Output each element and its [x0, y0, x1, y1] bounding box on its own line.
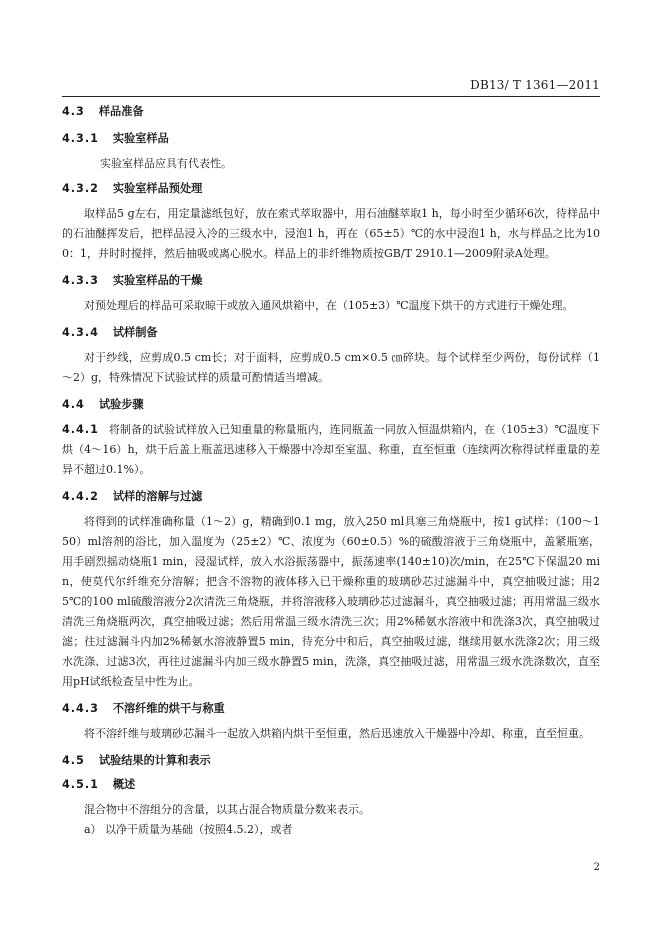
heading-4-3-4: [62, 324, 600, 342]
section-number: 4.5: [62, 754, 85, 767]
heading-4-3-1: [62, 130, 600, 148]
section-title: 试样的溶解与过滤: [112, 490, 203, 503]
heading-4-4-2: [62, 488, 600, 506]
heading-4-3-2: [62, 180, 600, 198]
paragraph-4-5-1: 混合物中不溶组分的含量，以其占混合物质量分数来表示。: [84, 803, 370, 816]
section-number: 4.3.1: [62, 132, 99, 145]
section-number: 4.3.4: [62, 326, 99, 339]
paragraph-4-4-1: [62, 420, 600, 480]
section-number: 4.4: [62, 398, 85, 411]
paragraph-4-3-3: 对预处理后的样品可采取晾干或放入通风烘箱中，在（105±3）℃温度下烘干的方式进行干燥处理。: [84, 299, 574, 312]
section-title: 实验室样品: [112, 132, 169, 145]
section-title: 概述: [112, 778, 136, 791]
section-title: 试样制备: [112, 326, 158, 339]
document-id-header: DB13/ T 1361—2011: [470, 78, 600, 92]
page-number: 2: [593, 862, 600, 873]
section-number: 4.4.3: [62, 702, 99, 715]
section-title: 实验室样品预处理: [112, 182, 203, 195]
section-title: 试验步骤: [98, 398, 144, 411]
section-title: 试验结果的计算和表示: [98, 754, 211, 767]
paragraph-4-4-2: 将得到的试样准确称量（1～2）g，精确到0.1 mg，放入250 ml具塞三角烧瓶中，按1 g试样：（100～150）ml溶剂的浴比，加入温度为（25±2）℃、浓度为（60±0.5）%的硫酸溶液于三角烧瓶中，盖紧瓶塞，用手剧烈摇动烧瓶1 min，浸湿试样，放入水浴振荡器中，振荡速率(140±10)次/min，在25℃下保温20 min，使莫代尔纤维充分溶解；把含不溶物的液体移入已干燥称重的玻璃砂芯过滤漏斗中，真空抽吸过滤；用25℃的100 ml硫酸溶液分2次清洗三角烧瓶，并将溶液移入玻璃砂芯过滤漏斗，真空抽吸过滤；再用常温三级水清洗三角烧瓶两次，真空抽吸过滤；然后用常温三级水清洗三次；用2%稀氨水溶液中和洗涤3次，真空抽吸过滤；往过滤漏斗内加2%稀氨水溶液静置5 min，待充分中和后，真空抽吸过滤，继续用氨水洗涤2次；用三级水洗涤、过滤3次，再往过滤漏斗内加三级水静置5 min，洗涤，真空抽吸过滤，用常温三级水洗涤数次，直至用pH试纸检查呈中性为止。: [62, 515, 600, 688]
section-number: 4.4.1: [62, 423, 99, 436]
section-number: 4.5.1: [62, 778, 99, 791]
paragraph-text: 将制备的试验试样放入已知重量的称量瓶内，连同瓶盖一同放入恒温烘箱内，在（105±3）℃温度下烘（4～16）h，烘干后盖上瓶盖迅速移入干燥器中冷却至室温、称重，直至恒重（连续两次称得试样重量的差异不超过0.1%）。: [62, 423, 600, 476]
section-number: 4.3: [62, 105, 85, 118]
section-title: 不溶纤维的烘干与称重: [112, 702, 225, 715]
heading-4-4-3: [62, 700, 600, 718]
section-title: 样品准备: [98, 105, 144, 118]
section-number: 4.3.2: [62, 182, 99, 195]
section-number: 4.3.3: [62, 274, 99, 287]
section-number: 4.4.2: [62, 490, 99, 503]
heading-4-4: [62, 396, 600, 414]
paragraph-4-4-3: 将不溶纤维与玻璃砂芯漏斗一起放入烘箱内烘干至恒重，然后迅速放入干燥器中冷却、称重，直至恒重。: [84, 727, 590, 740]
header-rule: [62, 96, 600, 97]
document-body: [62, 103, 600, 840]
heading-4-3-3: [62, 272, 600, 290]
list-item-a: a） 以净干质量为基础（按照4.5.2），或者: [84, 823, 293, 836]
paragraph-4-3-2: 取样品5 g左右，用定量滤纸包好，放在索式萃取器中，用石油醚萃取1 h，每小时至少循环6次，待样品中的石油醚挥发后，把样品浸入冷的三级水中，浸泡1 h，再在（65±5）℃的水中浸泡1 h，水与样品之比为100：1，并时时搅拌，然后抽吸或离心脱水。样品上的非纤维物质按GB/T 2910.1—2009附录A处理。: [62, 207, 600, 260]
paragraph-4-3-4: 对于纱线，应剪成0.5 cm长；对于面料，应剪成0.5 cm×0.5 ㎝碎块。每个试样至少两份，每份试样（1～2）g，特殊情况下试验试样的质量可酌情适当增减。: [62, 351, 600, 384]
paragraph-4-3-1: 实验室样品应具有代表性。: [100, 157, 232, 170]
section-title: 实验室样品的干燥: [112, 274, 203, 287]
heading-4-5-1: [62, 776, 600, 794]
heading-4-5: [62, 752, 600, 770]
heading-4-3: [62, 103, 600, 121]
